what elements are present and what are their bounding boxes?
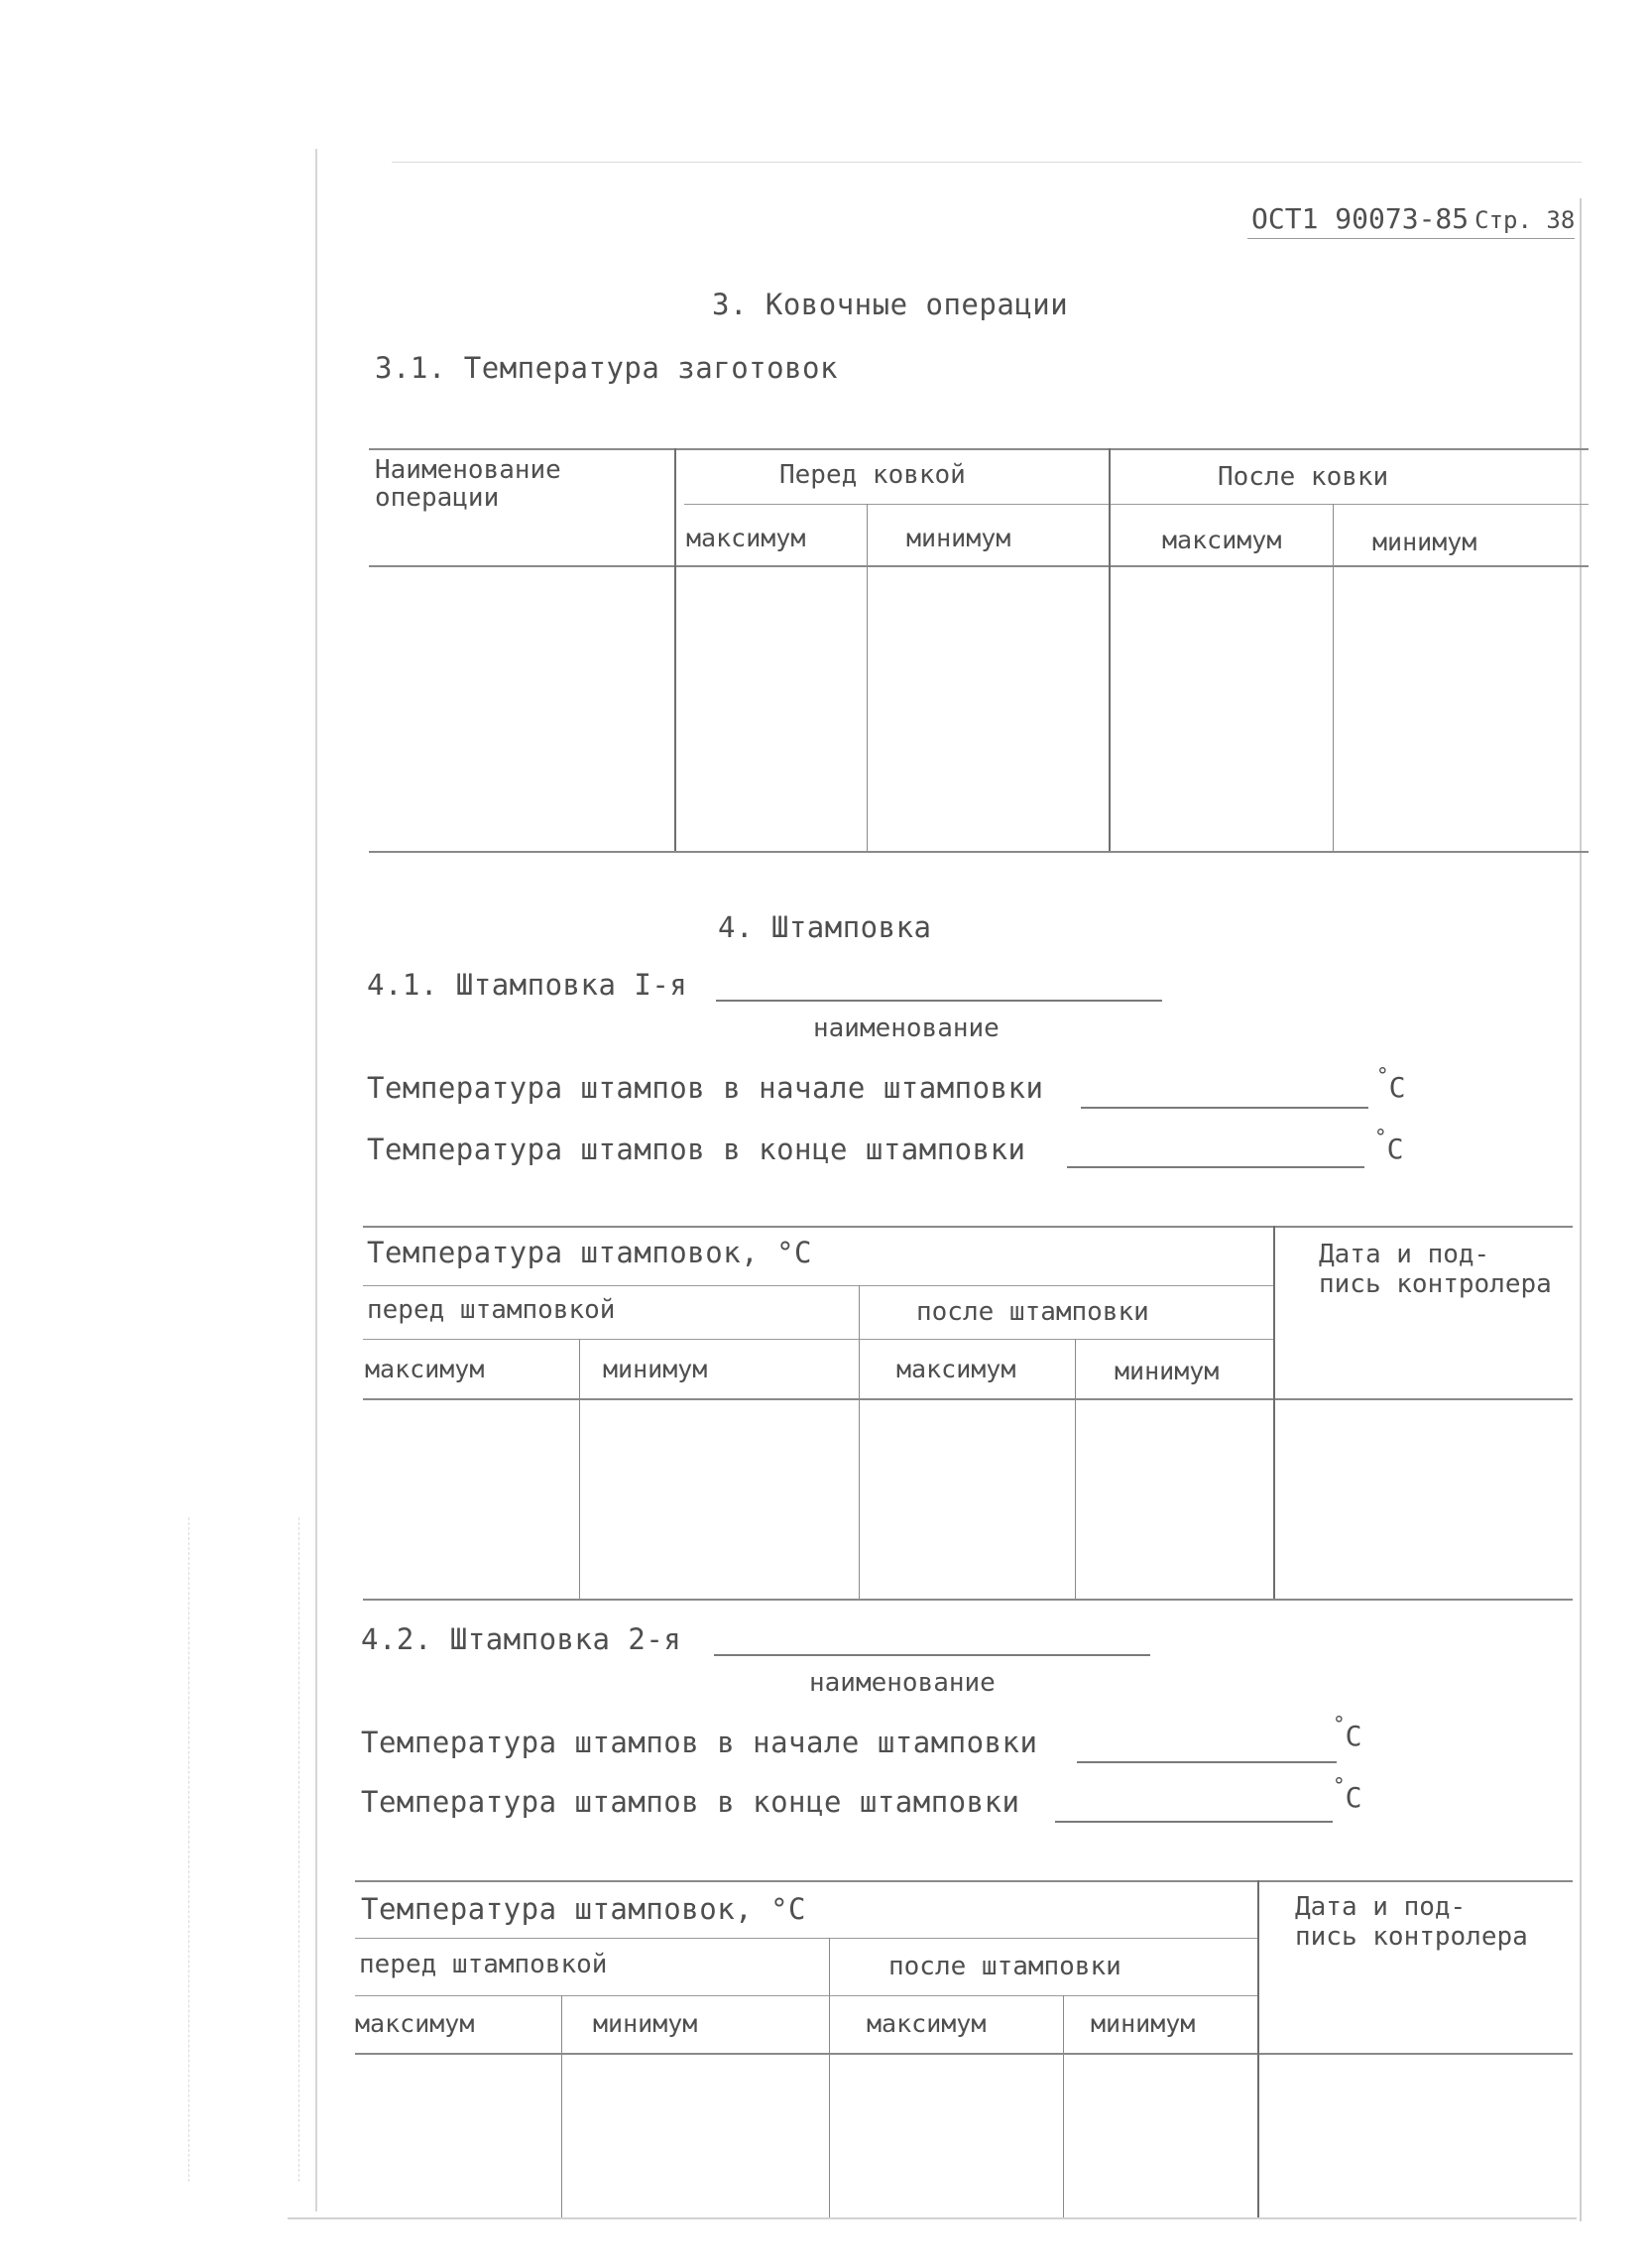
table3-group-divider [684,504,1589,505]
unit-c: C [1345,1781,1362,1814]
stamping2-heading: 4.2. Штамповка 2-я [361,1622,682,1656]
page-label: Стр. 38 [1474,206,1576,234]
stamping2-name-blank [714,1654,1150,1656]
table42-before-max: максимум [355,2009,475,2038]
table42-after-min: минимум [1091,2009,1196,2038]
stamping2-temp-start-blank [1077,1761,1337,1763]
table42-after-header: после штамповки [888,1952,1121,1981]
stamping1-temp-start-label: Температура штампов в начале штамповки [367,1071,1044,1105]
table3-top-border [369,448,1589,450]
table3-before-max: максимум [686,524,806,552]
unit-c: C [1386,1133,1404,1165]
stamping1-name-caption: наименование [813,1014,1000,1043]
degree-sup: ° [1333,1774,1346,1798]
table42-row2-divider [355,1995,1259,1996]
table42-top-border [355,1880,1573,1882]
stamping1-temp-start-unit [1376,1064,1406,1104]
table3-group-after: После ковки [1218,462,1389,492]
right-scan-edge [1580,198,1582,2221]
stamping2-temp-end-unit [1333,1774,1362,1814]
stamping1-temp-end-blank [1067,1166,1364,1168]
table3-header-bottom [369,565,1589,567]
table3-bottom-border [369,851,1589,853]
stamping1-temp-end-label: Температура штампов в конце штамповки [367,1133,1026,1166]
table42-title: Температура штамповок, °C [361,1892,806,1926]
section4-title: 4. Штамповка [718,910,932,944]
table41-header-bottom [363,1398,1573,1400]
table42-before-after-divider [829,1938,830,2217]
table3-col-name-header: Наименование операции [375,455,561,513]
doc-reference [1251,202,1575,235]
table3-after-max: максимум [1162,526,1282,554]
unit-c: C [1388,1071,1406,1104]
table41-col-divider-1 [579,1339,580,1599]
table41-row2-divider [363,1339,1273,1340]
degree-sup: ° [1376,1064,1389,1088]
table41-before-header: перед штамповкой [367,1295,616,1325]
table41-title: Температура штамповок, °C [367,1236,812,1269]
table41-sign-header: Дата и под- пись контролера [1319,1240,1552,1299]
stamping1-name-blank [716,1000,1162,1002]
table42-before-header: перед штамповкой [359,1950,608,1979]
table3-after-min: минимум [1372,528,1477,556]
stamping2-temp-start-unit [1333,1713,1362,1752]
table41-after-max: максимум [896,1355,1016,1383]
table41-after-header: после штамповки [916,1297,1149,1327]
stamping2-temp-start-label: Температура штампов в начале штамповки [361,1726,1038,1759]
table41-col-divider-3 [1075,1339,1076,1599]
bottom-scan-edge [288,2217,1577,2219]
stamping2-name-caption: наименование [809,1668,996,1698]
table42-after-max: максимум [867,2009,987,2038]
table42-sign-divider [1257,1880,1259,2217]
left-scan-edge [315,149,317,2211]
table42-col-divider-1 [561,1995,562,2217]
stamping2-temp-end-label: Температура штампов в конце штамповки [361,1785,1020,1819]
table41-sign-divider [1273,1226,1275,1599]
stamping1-temp-end-unit [1374,1126,1404,1165]
table42-header-bottom [355,2053,1573,2055]
table41-row1-divider [363,1285,1273,1286]
degree-sup: ° [1374,1126,1387,1149]
table3-col-divider-1 [674,448,676,851]
table42-sign-header: Дата и под- пись контролера [1295,1892,1528,1952]
doc-ref-underline [1247,238,1575,239]
table3-group-before: Перед ковкой [779,460,966,490]
table42-before-min: минимум [593,2009,698,2038]
table41-bottom-border [363,1599,1573,1601]
table41-before-max: максимум [365,1355,485,1383]
margin-stamp-marks [188,1517,299,2182]
degree-sup: ° [1333,1713,1346,1736]
unit-c: C [1345,1720,1362,1752]
table42-row1-divider [355,1938,1259,1939]
stamping2-temp-end-blank [1055,1821,1333,1823]
table3-col-divider-4 [1333,504,1334,851]
table3-before-min: минимум [906,524,1011,552]
doc-ref-code: ОСТ1 90073-85 [1251,202,1470,235]
top-scan-edge [392,162,1582,163]
table41-top-border [363,1226,1573,1228]
section3-title: 3. Ковочные операции [712,288,1069,321]
table41-after-min: минимум [1115,1357,1220,1385]
stamping1-heading: 4.1. Штамповка I-я [367,968,688,1002]
stamping1-temp-start-blank [1081,1107,1368,1109]
table41-before-after-divider [859,1285,860,1599]
table3-col-divider-2 [867,504,868,851]
table3-col-divider-3 [1109,448,1111,851]
table42-col-divider-3 [1063,1995,1064,2217]
table41-before-min: минимум [603,1355,708,1383]
section3-subtitle: 3.1. Температура заготовок [375,351,838,385]
